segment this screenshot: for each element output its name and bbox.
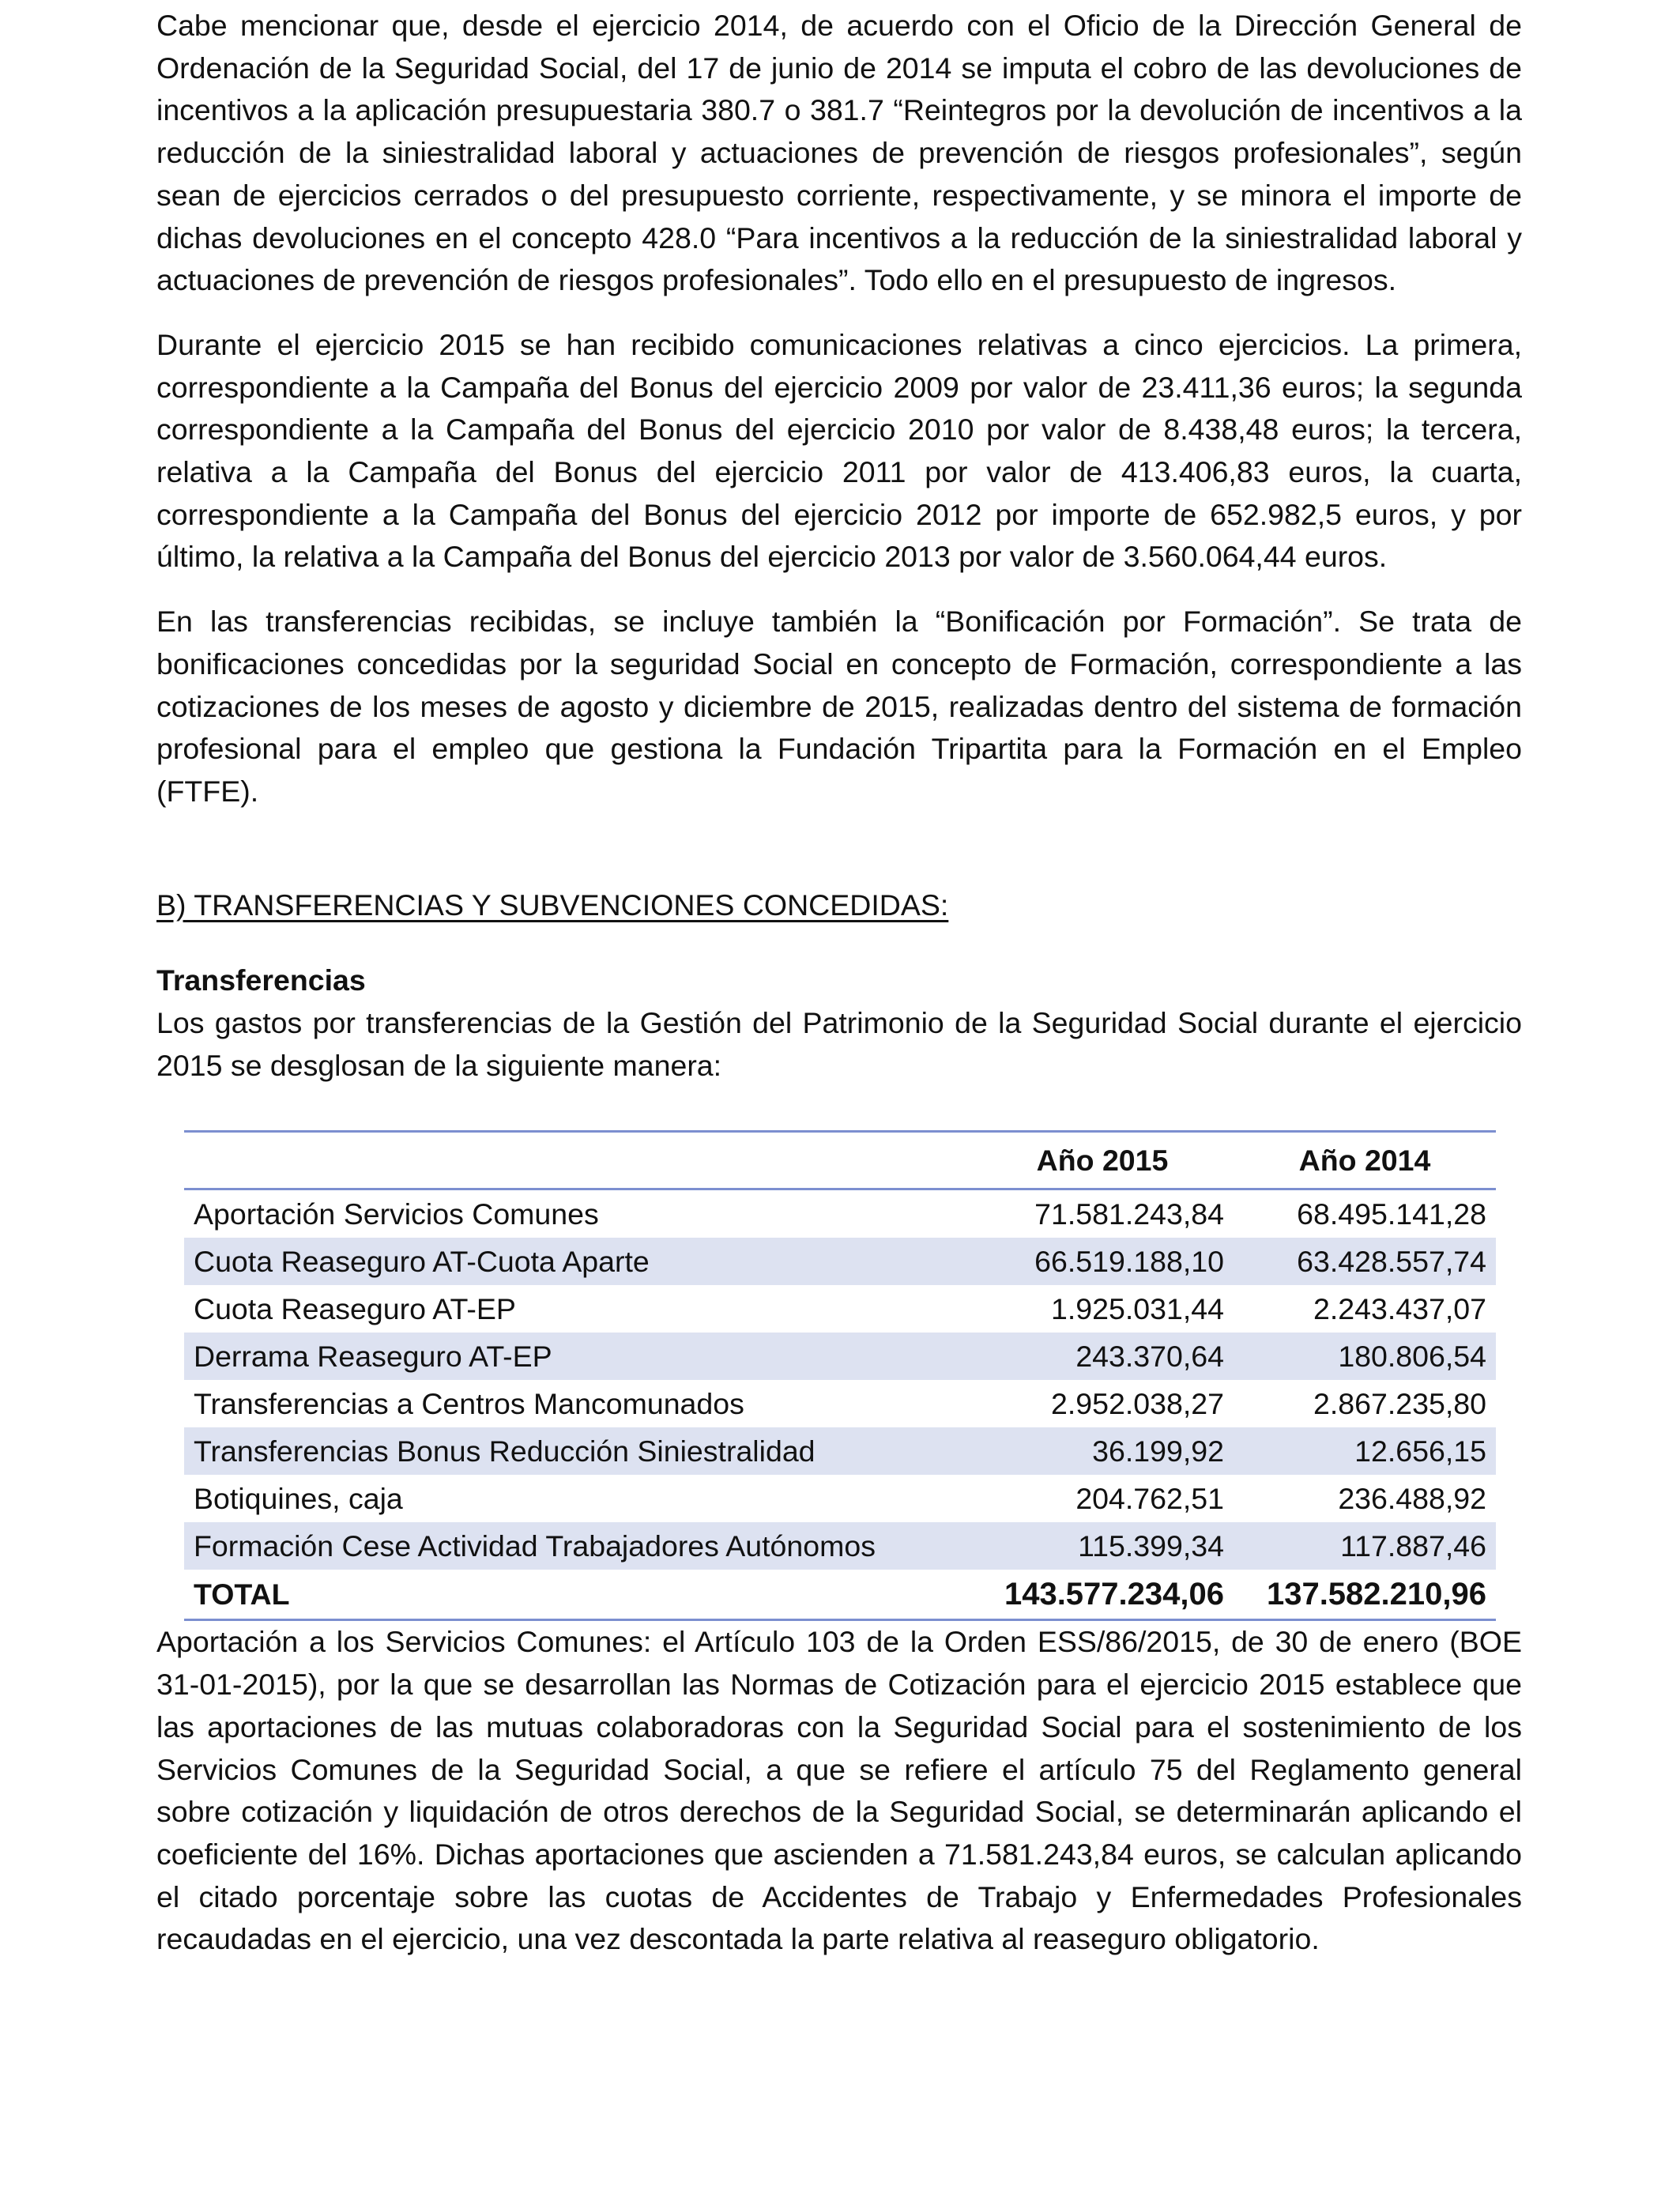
row-label: Transferencias a Centros Mancomunados [194,1386,744,1420]
row-label: Cuota Reaseguro AT-Cuota Aparte [194,1244,650,1278]
value-2015: 71.581.243,84 [1034,1197,1224,1231]
value-2014: 236.488,92 [1338,1481,1486,1515]
table-row [184,1475,1496,1522]
row-label: Cuota Reaseguro AT-EP [194,1291,516,1325]
header-year-2015: Año 2015 [1036,1143,1169,1177]
value-2014: 68.495.141,28 [1297,1197,1486,1231]
table-row [184,1427,1496,1475]
value-2014: 2.243.437,07 [1313,1291,1486,1325]
table-row [184,1333,1496,1380]
value-2015: 204.762,51 [1075,1481,1224,1515]
intro-paragraph: Los gastos por transferencias de la Gestión del Patrimonio de la Seguridad Social durante el ejercicio 2015 se desglosan de la siguiente manera: [156,1006,1522,1082]
value-2014: 117.887,46 [1340,1529,1486,1563]
row-label: Derrama Reaseguro AT-EP [194,1339,552,1373]
paragraph-aportacion-servicios-comunes: Aportación a los Servicios Comunes: el Artículo 103 de la Orden ESS/86/2015, de 30 de enero (BOE 31-01-2015), por la que se desarrollan las Normas de Cotización para el ejercicio 2015 establece que las aportaciones de las mutuas colaboradoras con la Seguridad Social para el sostenimiento de los Servicios Comunes de la Seguridad Social, a que se refiere el artículo 75 del Reglamento general sobre cotización y liquidación de otros derechos de la Seguridad Social, se determinarán aplicando el coeficiente del 16%. Dichas aportaciones que ascienden a 71.581.243,84 euros, se calculan aplicando el citado porcentaje sobre las cuotas de Accidentes de Trabajo y Enfermedades Profesionales recaudadas en el ejercicio, una vez descontada la parte relativa al reaseguro obligatorio. [156,1625,1522,1956]
header-year-2014: Año 2014 [1298,1143,1431,1177]
table-row [184,1285,1496,1333]
document-page [156,5,1522,1983]
total-label: TOTAL [194,1577,290,1611]
value-2014: 180.806,54 [1338,1339,1486,1373]
sub-heading-transferencias: Transferencias [156,963,366,997]
header-concept [184,1132,971,1189]
row-label: Botiquines, caja [194,1481,403,1515]
row-label: Formación Cese Actividad Trabajadores Autónomos [194,1529,876,1563]
value-2015: 115.399,34 [1078,1529,1224,1563]
section-heading: B) TRANSFERENCIAS Y SUBVENCIONES CONCEDIDAS: [156,888,949,922]
value-2015: 1.925.031,44 [1051,1291,1224,1325]
table-row [184,1380,1496,1427]
table-row [184,1238,1496,1285]
table-row [184,1189,1496,1238]
paragraph-campanas-bonus: Durante el ejercicio 2015 se han recibido comunicaciones relativas a cinco ejercicios. La primera, correspondiente a la Campaña del Bonus del ejercicio 2009 por valor de 23.411,36 euros; la segunda correspondiente a la Campaña del Bonus del ejercicio 2010 por valor de 8.438,48 euros; la tercera, relativa a la Campaña del Bonus del ejercicio 2011 por valor de 413.406,83 euros, la cuarta, correspondiente a la Campaña del Bonus del ejercicio 2012 por importe de 652.982,5 euros, y por último, la relativa a la Campaña del Bonus del ejercicio 2013 por valor de 3.560.064,44 euros. [156,327,1522,574]
value-2015: 66.519.188,10 [1034,1244,1224,1278]
total-2014: 137.582.210,96 [1266,1576,1486,1612]
transfers-table-container [184,1130,1496,1621]
value-2014: 2.867.235,80 [1313,1386,1486,1420]
row-label: Transferencias Bonus Reducción Siniestralidad [194,1434,816,1468]
value-2015: 2.952.038,27 [1051,1386,1224,1420]
value-2014: 63.428.557,74 [1297,1244,1486,1278]
value-2014: 12.656,15 [1354,1434,1486,1468]
value-2015: 243.370,64 [1075,1339,1224,1373]
value-2015: 36.199,92 [1092,1434,1224,1468]
paragraph-devoluciones-incentivos: Cabe mencionar que, desde el ejercicio 2014, de acuerdo con el Oficio de la Dirección General de Ordenación de la Seguridad Social, del 17 de junio de 2014 se imputa el cobro de las devoluciones de incentivos a la aplicación presupuestaria 380.7 o 381.7 “Reintegros por la devolución de incentivos a la reducción de la siniestralidad laboral y actuaciones de prevención de riesgos profesionales”, según sean de ejercicios cerrados o del presupuesto corriente, respectivamente, y se minora el importe de dichas devoluciones en el concepto 428.0 “Para incentivos a la reducción de la siniestralidad laboral y actuaciones de prevención de riesgos profesionales”. Todo ello en el presupuesto de ingresos. [156,9,1522,297]
table-row [184,1522,1496,1570]
total-2015: 143.577.234,06 [1004,1576,1224,1612]
paragraph-bonificacion-formacion: En las transferencias recibidas, se incluye también la “Bonificación por Formación”. Se trata de bonificaciones concedidas por la seguridad Social en concepto de Formación, correspondiente a las cotizaciones de los meses de agosto y diciembre de 2015, realizadas dentro del sistema de formación profesional para el empleo que gestiona la Fundación Tripartita para la Formación en el Empleo (FTFE). [156,605,1522,808]
table-header-row [184,1132,1496,1189]
row-label: Aportación Servicios Comunes [194,1197,599,1231]
transfers-table [184,1130,1496,1621]
table-total-row [184,1570,1496,1620]
